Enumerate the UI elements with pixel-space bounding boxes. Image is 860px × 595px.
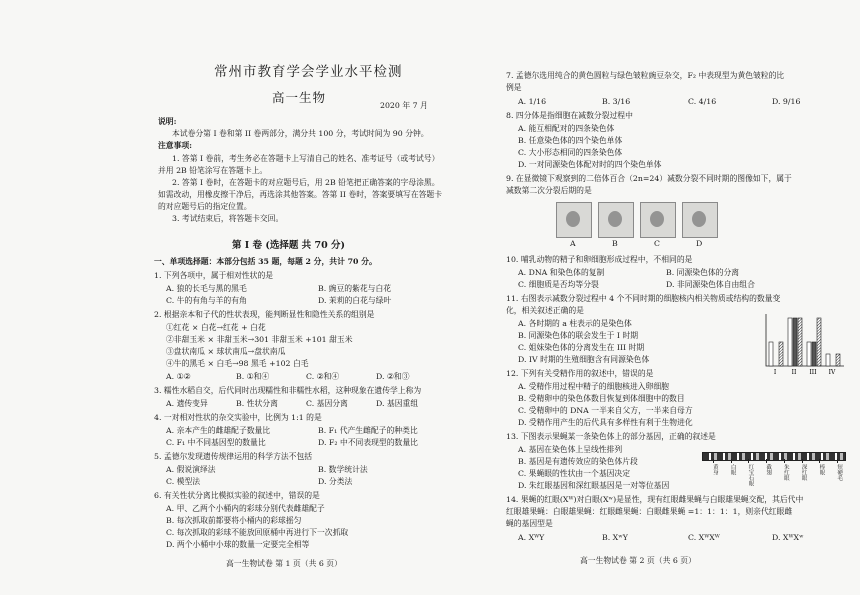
- page-1-footer: 高一生物试卷 第 1 页（共 6 页）: [226, 559, 342, 568]
- x-tick-II: II: [791, 369, 797, 376]
- q6-option-b: B. 每次抓取前都要将小桶内的彩球摇匀: [166, 516, 302, 525]
- x-tick-IV: IV: [828, 369, 836, 376]
- question-3: 3. 糯性水稻自交，后代同时出现糯性和非糯性水稻，这种现象在遗传学上称为: [154, 386, 422, 395]
- q14-option-b: B. XʷY: [602, 533, 628, 542]
- micrograph-c: [640, 202, 676, 238]
- exam-title: 常州市教育学会学业水平检测: [214, 64, 403, 80]
- gene-tick: [784, 459, 785, 463]
- notice-label: 注意事项:: [158, 141, 193, 150]
- q14-option-d: D. XᵂXʷ: [772, 533, 804, 542]
- gene-tick: [748, 459, 749, 463]
- q11-option-d: D. IV 时期的生殖细胞含有同源染色体: [518, 355, 650, 364]
- micrograph-b: [598, 202, 634, 238]
- q10-option-d: D. 非同源染色体自由组合: [666, 280, 755, 289]
- q13-option-d: D. 朱红眼基因和深红眼基因是一对等位基因: [518, 481, 670, 490]
- gene-tick: [837, 459, 838, 463]
- q5-option-a: A. 假说演绎法: [166, 465, 216, 474]
- subject-title: 高一生物: [272, 90, 327, 105]
- bar-IV-a: [826, 354, 830, 366]
- q2-option-c: C. ②和④: [306, 372, 340, 381]
- notice-3: 3. 考试结束后，将答题卡交回。: [172, 214, 284, 223]
- q3-option-a: A. 遗传变异: [166, 399, 208, 408]
- question-7: 7. 孟德尔选用纯合的黄色圆粒与绿色皱粒豌豆杂交，F₂ 中表现型为黄色皱粒的比: [506, 71, 785, 80]
- q2-option-d: D. ②和③: [376, 372, 410, 381]
- gene-label: 黄身: [711, 464, 718, 475]
- q12-option-a: A. 受精作用过程中精子的细胞核进入卵细胞: [518, 382, 669, 391]
- question-11-cont: 化，相关叙述正确的是: [506, 306, 584, 315]
- section-subtitle: 一、单项选择题：本部分包括 35 题，每题 2 分，共计 70 分。: [154, 257, 377, 266]
- bar-II-a: [788, 318, 792, 366]
- question-14: 14. 果蝇的红眼(Xᵂ)对白眼(Xʷ)是显性，现有红眼雌果蝇与白眼雄果蝇交配，其后代中: [506, 495, 804, 504]
- q8-option-c: C. 大小形态相同的四条染色体: [518, 148, 623, 157]
- q3-option-d: D. 基因重组: [376, 399, 419, 408]
- chromosome-bar: [702, 452, 846, 461]
- q13-option-a: A. 基因在染色体上呈线性排列: [518, 445, 623, 454]
- q2-option-b: B. ①和④: [236, 372, 270, 381]
- q1-option-b: B. 豌豆的紫花与白花: [318, 284, 392, 293]
- q7-option-d: D. 9/16: [772, 97, 801, 106]
- gene-label: 朱红眼: [782, 464, 789, 481]
- gene-label: 白眼: [729, 464, 736, 475]
- gene-tick: [713, 459, 714, 463]
- q14-option-c: C. XᵂXᵂ: [688, 533, 720, 542]
- notice-1a: 1. 答第 I 卷前，考生务必在答题卡上写清自己的姓名、准考证号（或考试号）: [172, 154, 440, 163]
- q7-option-a: A. 1/16: [518, 97, 547, 106]
- q8-option-a: A. 能互相配对的四条染色体: [518, 124, 615, 133]
- gene-label: 深红眼: [800, 464, 807, 481]
- question-9: 9. 在显微镜下观察到的二倍体百合（2n=24）减数分裂不同时期的图像如下，属于: [506, 174, 792, 183]
- bar-I-a: [769, 342, 773, 366]
- question-6: 6. 有关性状分离比模拟实验的叙述中，错误的是: [154, 491, 320, 500]
- q2-option-a: A. ①②: [166, 372, 191, 381]
- question-14-cont2: 蝇的基因型是: [506, 519, 553, 528]
- gene-tick: [731, 459, 732, 463]
- gene-label: 短硬毛: [836, 464, 843, 481]
- q1-option-c: C. 牛的有角与羊的有角: [166, 296, 247, 305]
- q4-option-c: C. F₁ 中不同基因型的数量比: [166, 438, 266, 447]
- bar-IV-c: [836, 354, 840, 366]
- q3-option-b: B. 性状分离: [236, 399, 278, 408]
- q5-option-d: D. 分类法: [318, 477, 353, 486]
- gene-tick: [819, 459, 820, 463]
- q1-option-a: A. 狼的长毛与黑的黑毛: [166, 284, 247, 293]
- q11-option-a: A. 各时期的 a 柱表示的是染色体: [518, 319, 632, 328]
- micrograph-a: [556, 202, 592, 238]
- q12-option-d: D. 受精作用产生的后代具有多样性有利于生物进化: [518, 418, 693, 427]
- explain-text: 本试卷分第 I 卷和第 II 卷两部分，满分共 100 分，考试时间为 90 分钟。: [172, 129, 429, 138]
- bar-II-b: [793, 318, 797, 366]
- gene-label: 截翅: [765, 464, 772, 475]
- q1-option-d: D. 茉莉的白花与绿叶: [318, 296, 392, 305]
- q10-option-c: C. 细胞质是否均等分裂: [518, 280, 599, 289]
- q2-item-2: ②非甜玉米 × 非甜玉米→301 非甜玉米 +101 甜玉米: [166, 335, 353, 344]
- q2-item-3: ③盘状南瓜 × 球状南瓜→盘状南瓜: [166, 347, 286, 356]
- question-2: 2. 根据亲本和子代的性状表现，能判断显性和隐性关系的组别是: [154, 310, 375, 319]
- page-2-footer: 高一生物试卷 第 2 页（共 6 页）: [580, 556, 696, 565]
- question-11: 11. 右图表示减数分裂过程中 4 个不同时期的细胞核内相关物质或结构的数量变: [506, 294, 781, 303]
- q5-option-b: B. 数学统计法: [318, 465, 368, 474]
- chromosome-diagram: [700, 452, 850, 498]
- q2-item-4: ④牛的黑毛 × 白毛→98 黑毛 +102 白毛: [166, 359, 309, 368]
- gene-label: 红宝石眼: [747, 464, 754, 486]
- gene-label: 棒眼: [818, 464, 825, 475]
- notice-2b: 如需改动，用橡皮擦干净后，再选涂其他答案。答第 II 卷时，答案要填写在答题卡: [158, 190, 443, 199]
- bar-I-c: [779, 342, 783, 366]
- exam-date: 2020 年 7 月: [380, 101, 428, 110]
- micrograph-d: [682, 202, 718, 238]
- q4-option-a: A. 亲本产生的雌雄配子数量比: [166, 426, 271, 435]
- question-12: 12. 下列有关受精作用的叙述中，错误的是: [506, 369, 654, 378]
- q7-option-b: B. 3/16: [602, 97, 631, 106]
- q3-option-c: C. 基因分离: [306, 399, 348, 408]
- q13-option-b: B. 基因是有遗传效应的染色体片段: [518, 457, 638, 466]
- gene-labels: [700, 462, 850, 498]
- q10-option-a: A. DNA 和染色体的复制: [518, 268, 605, 277]
- micrograph-label-b: B: [612, 239, 618, 248]
- q11-option-c: C. 姐妹染色体的分离发生在 III 时期: [518, 343, 645, 352]
- question-5: 5. 孟德尔发现遗传规律运用的科学方法不包括: [154, 452, 313, 461]
- q12-option-c: C. 受精卵中的 DNA 一半来自父方，一半来自母方: [518, 406, 693, 415]
- right-page: [430, 0, 860, 595]
- q5-option-c: C. 模型法: [166, 477, 201, 486]
- gene-tick: [802, 459, 803, 463]
- q12-option-b: B. 受精卵中的染色体数目恢复到体细胞中的数目: [518, 394, 685, 403]
- q11-bar-chart: [760, 312, 846, 376]
- question-13: 13. 下图表示果蝇某一条染色体上的部分基因，正确的叙述是: [506, 432, 716, 441]
- micrograph-label-c: C: [654, 239, 660, 248]
- q4-option-b: B. F₁ 代产生雌配子的种类比: [318, 426, 418, 435]
- notice-2a: 2. 答第 I 卷时，在答题卡的对应题号后，用 2B 铅笔把正确答案的字母涂黑。: [172, 178, 440, 187]
- question-14-cont: 红眼雄果蝇：白眼雄果蝇：红眼雌果蝇：白眼雌果蝇 =1：1：1：1，则亲代红眼雌: [506, 507, 793, 516]
- x-tick-III: III: [809, 369, 817, 376]
- notice-1b: 并用 2B 铅笔涂写在答题卡上。: [158, 166, 268, 175]
- question-9-cont: 减数第二次分裂后期的是: [506, 186, 592, 195]
- q13-option-c: C. 果蝇眼的性状由一个基因决定: [518, 469, 631, 478]
- bar-III-a: [807, 342, 811, 366]
- x-tick-I: I: [773, 369, 777, 376]
- q8-option-b: B. 任意染色体的四个染色单体: [518, 136, 623, 145]
- bar-II-c: [798, 318, 802, 366]
- question-8: 8. 四分体是指细胞在减数分裂过程中: [506, 111, 633, 120]
- explain-label: 说明:: [158, 117, 177, 126]
- question-1: 1. 下列各项中，属于相对性状的是: [154, 271, 274, 280]
- q7-option-c: C. 4/16: [688, 97, 717, 106]
- gene-tick: [766, 459, 767, 463]
- micrograph-label-a: A: [570, 239, 576, 248]
- bar-III-c: [817, 318, 821, 366]
- section-title: 第 I 卷 (选择题 共 70 分): [232, 240, 345, 251]
- q14-option-a: A. XᵂY: [518, 533, 545, 542]
- q10-option-b: B. 同源染色体的分离: [666, 268, 740, 277]
- q6-option-d: D. 两个小桶中小球的数量一定要完全相等: [166, 540, 310, 549]
- chart-axes: [766, 314, 844, 366]
- notice-2c: 的对应题号后的指定位置。: [158, 202, 252, 211]
- question-7-cont: 例是: [506, 83, 522, 92]
- q8-option-d: D. 一对同源染色体配对时的四个染色单体: [518, 160, 662, 169]
- question-10: 10. 哺乳动物的精子和卵细胞形成过程中，不相同的是: [506, 255, 693, 264]
- bar-III-b: [812, 342, 816, 366]
- q11-option-b: B. 同源染色体的联会发生于 I 时期: [518, 331, 639, 340]
- q6-option-c: C. 每次抓取的彩球不能放回原桶中再进行下一次抓取: [166, 528, 349, 537]
- q4-option-d: D. F₂ 中不同表现型的数量比: [318, 438, 418, 447]
- micrograph-label-d: D: [696, 239, 703, 248]
- question-4: 4. 一对相对性状的杂交实验中，比例为 1:1 的是: [154, 413, 322, 422]
- q2-item-1: ①红花 × 白花→红花 + 白花: [166, 323, 266, 332]
- q6-option-a: A. 甲、乙两个小桶内的彩球分别代表雌雄配子: [166, 504, 325, 513]
